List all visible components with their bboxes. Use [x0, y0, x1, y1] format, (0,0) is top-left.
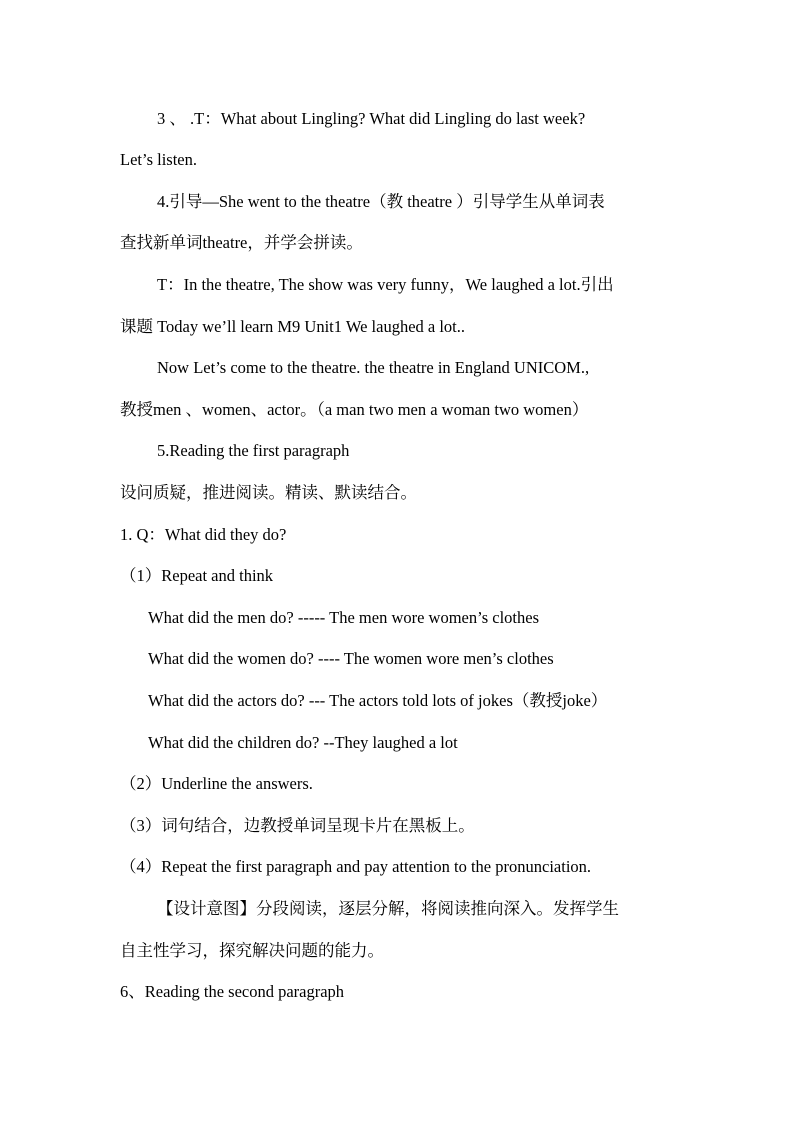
text-line: （4）Repeat the first paragraph and pay attention to the pronunciation.	[120, 857, 592, 876]
text-line: 课题 Today we’ll learn M9 Unit1 We laughed a lot..	[120, 317, 466, 336]
text-line: What did the actors do? --- The actors told lots of jokes（教授joke）	[148, 691, 608, 710]
text-line: （3）词句结合，边教授单词呈现卡片在黑板上。	[120, 816, 475, 835]
text-line: What did the men do? ----- The men wore women’s clothes	[148, 608, 539, 627]
text-line: T：In the theatre, The show was very funny，We laughed a lot.引出	[157, 275, 614, 294]
text-line: Let’s listen.	[120, 150, 197, 169]
text-line: 设问质疑，推进阅读。精读、默读结合。	[120, 483, 417, 502]
text-line: 5.Reading the first paragraph	[157, 441, 350, 460]
text-line: 【设计意图】分段阅读，逐层分解，将阅读推向深入。发挥学生	[157, 899, 619, 918]
text-line: What did the women do? ---- The women wore men’s clothes	[148, 649, 554, 668]
text-line: 1. Q：What did they do?	[120, 525, 287, 544]
text-line: What did the children do? --They laughed a lot	[148, 733, 458, 752]
text-line: 教授men 、women、actor。（a man two men a woman two women）	[120, 400, 589, 419]
text-line: 4.引导—She went to the theatre（教 theatre ）引导学生从单词表	[157, 192, 605, 211]
text-line: 6、Reading the second paragraph	[120, 982, 345, 1001]
text-line: 自主性学习，探究解决问题的能力。	[120, 941, 384, 960]
text-line: （1）Repeat and think	[120, 566, 274, 585]
text-line: 3 、 .T：What about Lingling? What did Lingling do last week?	[157, 109, 586, 128]
text-line: Now Let’s come to the theatre. the theatre in England UNICOM.,	[157, 358, 590, 377]
text-line: （2）Underline the answers.	[120, 774, 313, 793]
text-line: 查找新单词theatre，并学会拼读。	[120, 233, 363, 252]
